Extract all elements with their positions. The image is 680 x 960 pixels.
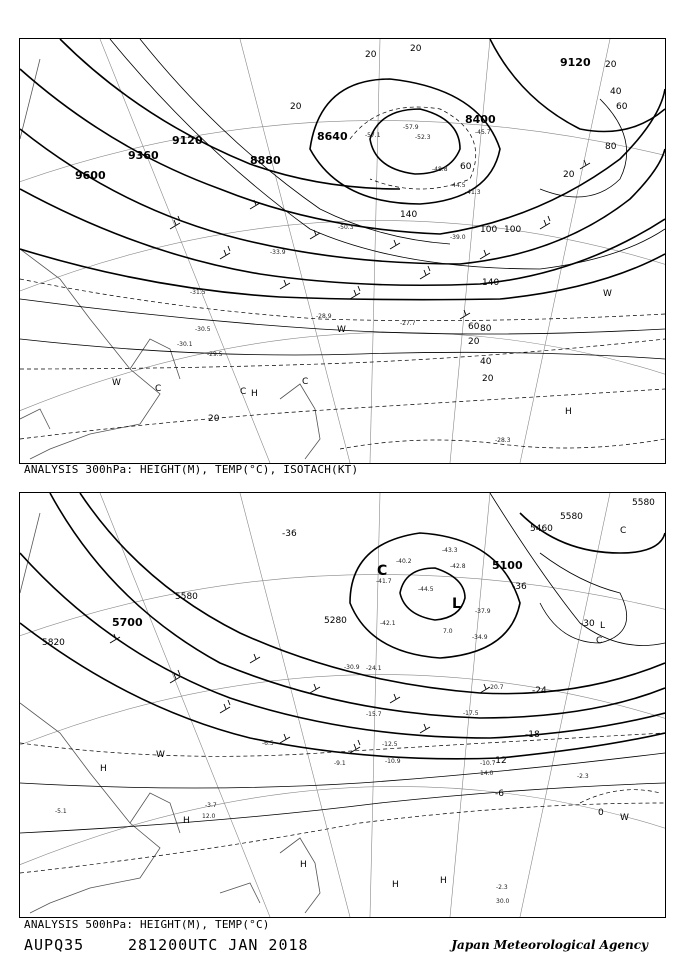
isotherm-label: -36 (512, 582, 527, 592)
isotach-label: 20 (410, 44, 422, 54)
isotach-label: 60 (616, 102, 628, 112)
isotach-label: 20 (605, 60, 617, 70)
top-panel-caption: ANALYSIS 300hPa: HEIGHT(M), TEMP(°C), ISOTACH(KT) (24, 463, 359, 476)
isotach-label: 60 (460, 162, 472, 172)
valid-time: 281200UTC JAN 2018 (128, 936, 309, 954)
height-label: 5700 (112, 616, 143, 629)
map-panel-300hpa (19, 38, 666, 464)
obs-label: 12.0 (202, 813, 216, 820)
height-labels (42, 498, 655, 648)
isotherm-label: -36 (282, 529, 297, 539)
obs-label: -2.3 (496, 884, 508, 891)
pressure-center: C (620, 526, 627, 536)
isotach-label: 20 (563, 170, 575, 180)
agency-name: Japan Meteorological Agency (451, 938, 648, 952)
isotach-label: 100 (504, 225, 522, 235)
isotherm-label: -18 (525, 730, 540, 740)
map-300hpa-canvas (20, 39, 665, 463)
height-label: 9120 (560, 56, 591, 69)
isotach-label: 20 (208, 414, 220, 424)
obs-label: -30.9 (344, 664, 360, 671)
pressure-center: L (452, 596, 461, 612)
height-label: 9120 (172, 134, 203, 147)
pressure-center: H (565, 407, 572, 417)
coastline (20, 513, 320, 913)
observation-labels (55, 547, 589, 905)
temp-label: -50.3 (338, 224, 354, 231)
pressure-center: H (100, 764, 107, 774)
temp-label: -48.8 (432, 166, 448, 173)
obs-label: -6.5 (262, 740, 274, 747)
chart-code: AUPQ35 (24, 936, 85, 954)
pressure-center: H (251, 389, 258, 399)
temp-label: -44.5 (450, 182, 466, 189)
isotach-label: 60 (468, 322, 480, 332)
obs-label: -34.9 (472, 634, 488, 641)
isotach-label: 140 (482, 278, 500, 288)
isotherm-label: -24 (532, 686, 547, 696)
isotach-label: 20 (290, 102, 302, 112)
pressure-center: C (155, 384, 162, 394)
temp-label: -31.5 (190, 289, 206, 296)
temp-label: -45.7 (475, 129, 491, 136)
height-label: 8640 (317, 130, 348, 143)
obs-label: -44.5 (418, 586, 434, 593)
isotherm-label: 0 (598, 808, 604, 818)
isotach-contours (20, 39, 665, 359)
isotach-label: 20 (482, 374, 494, 384)
obs-label: -10.7 (480, 760, 496, 767)
map-grid (20, 493, 665, 917)
pressure-center: H (392, 880, 399, 890)
pressure-center: W (620, 813, 629, 823)
obs-label: -12.5 (382, 741, 398, 748)
pressure-center: H (300, 860, 307, 870)
isotherms (20, 107, 665, 449)
wind-barbs (110, 634, 490, 753)
height-label: 8880 (250, 154, 281, 167)
isotherm-label: -30 (580, 619, 595, 629)
coastline (20, 59, 320, 459)
isotach-label: 140 (400, 210, 418, 220)
map-500hpa-canvas (20, 493, 665, 917)
obs-label: -3.7 (205, 802, 217, 809)
pressure-center: W (156, 750, 165, 760)
isotherm-label: -12 (492, 756, 507, 766)
obs-label: -20.7 (488, 684, 504, 691)
height-label: 5280 (324, 616, 347, 626)
pressure-center: W (337, 325, 346, 335)
isotach-label: 20 (365, 50, 377, 60)
height-label: 9360 (128, 149, 159, 162)
obs-label: -41.7 (376, 578, 392, 585)
isotach-labels (208, 44, 628, 424)
obs-label: -40.2 (396, 558, 412, 565)
pressure-center: H (440, 876, 447, 886)
isotherms-dashed (20, 733, 665, 873)
obs-label: -17.5 (463, 710, 479, 717)
temp-label: -30.1 (177, 341, 193, 348)
isotach-label: 100 (480, 225, 498, 235)
obs-label: -24.1 (366, 665, 382, 672)
isotherm-label: -6 (495, 789, 504, 799)
height-label: 5100 (492, 559, 523, 572)
pressure-center: L (600, 621, 606, 631)
map-panel-500hpa (19, 492, 666, 918)
height-label: 5460 (530, 524, 553, 534)
pressure-center: C (240, 387, 247, 397)
obs-label: 14.0 (480, 770, 494, 777)
obs-label: -42.1 (380, 620, 396, 627)
height-label: 5580 (632, 498, 655, 508)
pressure-center: H (183, 816, 190, 826)
isotach-label: 40 (480, 357, 492, 367)
obs-label: -9.1 (334, 760, 346, 767)
temp-label: -41.3 (465, 189, 481, 196)
temp-label: -33.9 (270, 249, 286, 256)
pressure-center: C (377, 563, 388, 579)
pressure-center: W (112, 378, 121, 388)
obs-label: -2.3 (577, 773, 589, 780)
obs-label: -5.1 (55, 808, 67, 815)
height-label: 9600 (75, 169, 106, 182)
temp-label: -57.9 (403, 124, 419, 131)
obs-label: 7.0 (443, 628, 453, 635)
height-label: 5580 (560, 512, 583, 522)
obs-label: -37.9 (475, 608, 491, 615)
obs-label: 30.0 (496, 898, 510, 905)
isotach-label: 80 (480, 324, 492, 334)
pressure-center: C (596, 636, 603, 646)
obs-label: -15.7 (366, 711, 382, 718)
isotach-label: 20 (468, 337, 480, 347)
temp-label: -28.9 (316, 313, 332, 320)
temp-label: -29.5 (207, 351, 223, 358)
pressure-center-symbols (100, 526, 629, 890)
temp-label: -57.1 (365, 132, 381, 139)
height-label: 8400 (465, 113, 496, 126)
map-grid (20, 39, 665, 463)
height-label: 5820 (42, 638, 65, 648)
temp-label: -30.5 (195, 326, 211, 333)
height-label: 5580 (175, 592, 198, 602)
obs-label: -10.9 (385, 758, 401, 765)
temp-label: -39.0 (450, 234, 466, 241)
temp-label: -52.3 (415, 134, 431, 141)
isotach-label: 80 (605, 142, 617, 152)
temp-label: -28.3 (495, 437, 511, 444)
obs-label: -43.3 (442, 547, 458, 554)
obs-label: -42.8 (450, 563, 466, 570)
pressure-center: W (603, 289, 612, 299)
pressure-center: C (302, 377, 309, 387)
temp-label: -27.7 (400, 320, 416, 327)
bottom-panel-caption: ANALYSIS 500hPa: HEIGHT(M), TEMP(°C) (24, 918, 270, 931)
isotherm-labels (282, 529, 604, 818)
isotach-label: 40 (610, 87, 622, 97)
